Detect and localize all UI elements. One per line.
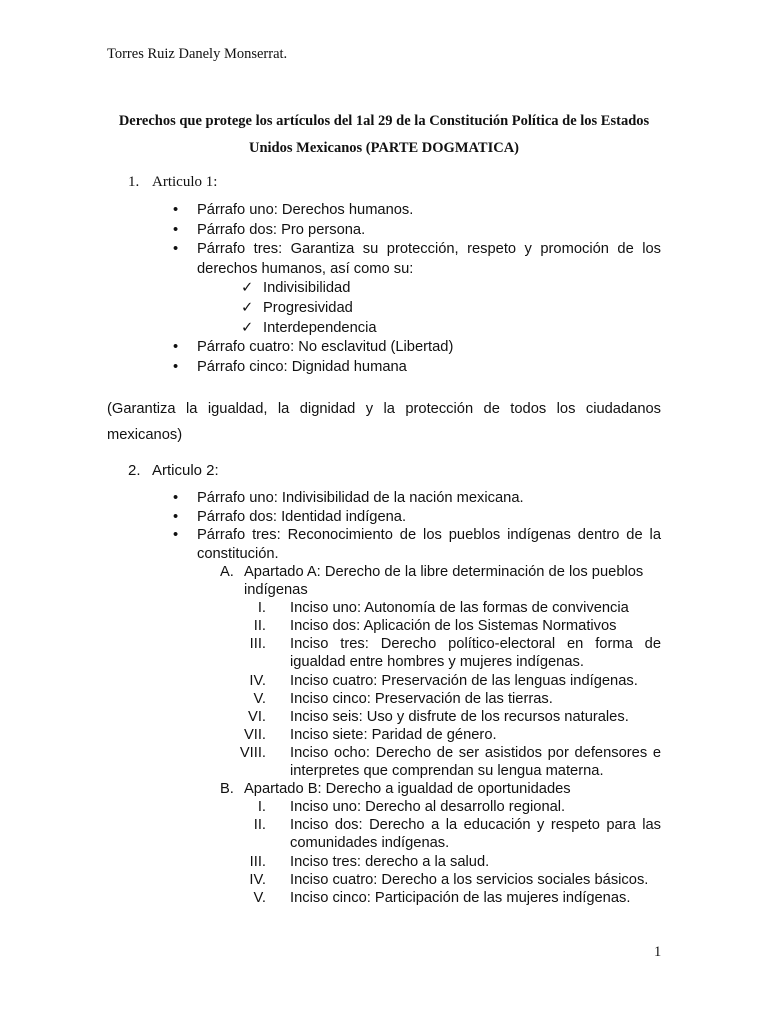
inciso-item: VIII. Inciso ocho: Derecho de ser asistidos por defensores e interpretes que comprendan su lengua materna. [239,744,661,780]
page-number: 1 [654,944,662,960]
inciso-item: VI. Inciso seis: Uso y disfrute de los recursos naturales. [248,708,629,725]
inciso-item: V. Inciso cinco: Preservación de las tierras. [253,690,553,707]
apartado-a-incisos [239,599,661,780]
list-item: • Párrafo uno: Derechos humanos. [197,201,661,221]
inciso-item: V. Inciso cinco: Participación de las mujeres indígenas. [253,889,631,906]
list-item: • Párrafo cinco: Dignidad humana [197,358,661,378]
inciso-item: II. Inciso dos: Derecho a la educación y respeto para las comunidades indígenas. [253,817,661,852]
article-1-number: 1. [128,174,140,190]
inciso-item: I. Inciso uno: Autonomía de las formas de convivencia [257,600,629,617]
apartados-list [220,563,661,907]
inciso-item: VII. Inciso siete: Paridad de género. [243,726,497,743]
list-item: • Párrafo dos: Pro persona. [197,221,661,241]
article-2-list [197,489,661,563]
article-1-label: Articulo 1: [152,174,218,190]
list-item: • Párrafo dos: Identidad indígena. [197,508,661,527]
apartado-b-text: Apartado B: Derecho a igualdad de oportunidades [244,781,571,798]
checklist [197,279,661,338]
inciso-item: I. Inciso uno: Derecho al desarrollo regional. [257,799,566,816]
author-name: Torres Ruiz Danely Monserrat. [107,46,288,62]
apartado-b: B. Apartado B: Derecho a igualdad de oportunidades I. Inciso uno: Derecho al desarrollo regional. II. Inciso dos: Derecho a la educación y respeto para las comunidades indígenas. III. Inciso tres: derecho a la salud. IV. Inciso cuatro: Derecho a los servicios sociales básicos. V. Inciso cinco: Participación de las mujeres indígenas. [220,781,661,906]
document-title [100,108,668,162]
check-item: ✓ Progresividad [263,299,661,319]
article-1-note: (Garantiza la igualdad, la dignidad y la protección de todos los ciudadanos mexicanos) [107,401,661,443]
inciso-item: III. Inciso tres: derecho a la salud. [249,853,490,870]
inciso-item: IV. Inciso cuatro: Preservación de las lenguas indígenas. [249,672,638,689]
inciso-item: II. Inciso dos: Aplicación de los Sistemas Normativos [253,618,617,635]
apartado-a-text: Apartado A: Derecho de la libre determinación de los pueblos indígenas [244,564,644,599]
list-item: • Párrafo tres: Garantiza su protección, respeto y promoción de los derechos humanos, así como su: ✓ Indivisibilidad ✓ Progresividad ✓ Interdependencia [197,240,661,338]
list-item: • Párrafo cuatro: No esclavitud (Libertad) [197,338,661,358]
article-1-list [197,201,661,377]
list-item: • Párrafo tres: Reconocimiento de los pueblos indígenas dentro de la constitución. [197,526,661,563]
check-item: ✓ Indivisibilidad [263,279,661,299]
title-line-2: Unidos Mexicanos (PARTE DOGMATICA) [248,140,520,156]
article-2-label: Articulo 2: [152,462,219,479]
title-line-1: Derechos que protege los artículos del 1al 29 de la Constitución Política de los Estados [118,113,650,129]
inciso-item: IV. Inciso cuatro: Derecho a los servicios sociales básicos. [249,871,649,888]
apartado-a: A. Apartado A: Derecho de la libre determinación de los pueblos indígenas I. Inciso uno: Autonomía de las formas de convivencia II. Inciso dos: Aplicación de los Sistemas Normativos III. Inciso tres: Derecho político-electoral en forma de igualdad entre hombres y mujeres indígenas. IV. Inciso cuatro: Preservación de las lenguas indígenas. V. Inciso cinco: Preservación de las tierras. VI. Inciso seis: Uso y disfrute de los recursos naturales. VII. Inciso siete: Paridad de género. VIII. Inciso ocho: Derecho de ser asistidos por defensores e interpretes que comprendan su lengua materna. [220,564,661,780]
list-item: • Párrafo uno: Indivisibilidad de la nación mexicana. [197,489,661,508]
apartado-b-incisos [244,798,661,907]
check-item: ✓ Interdependencia [263,319,661,339]
article-2-number: 2. [128,462,141,479]
inciso-item: III. Inciso tres: Derecho político-electoral en forma de igualdad entre hombres y mujeres indígenas. [249,636,661,671]
